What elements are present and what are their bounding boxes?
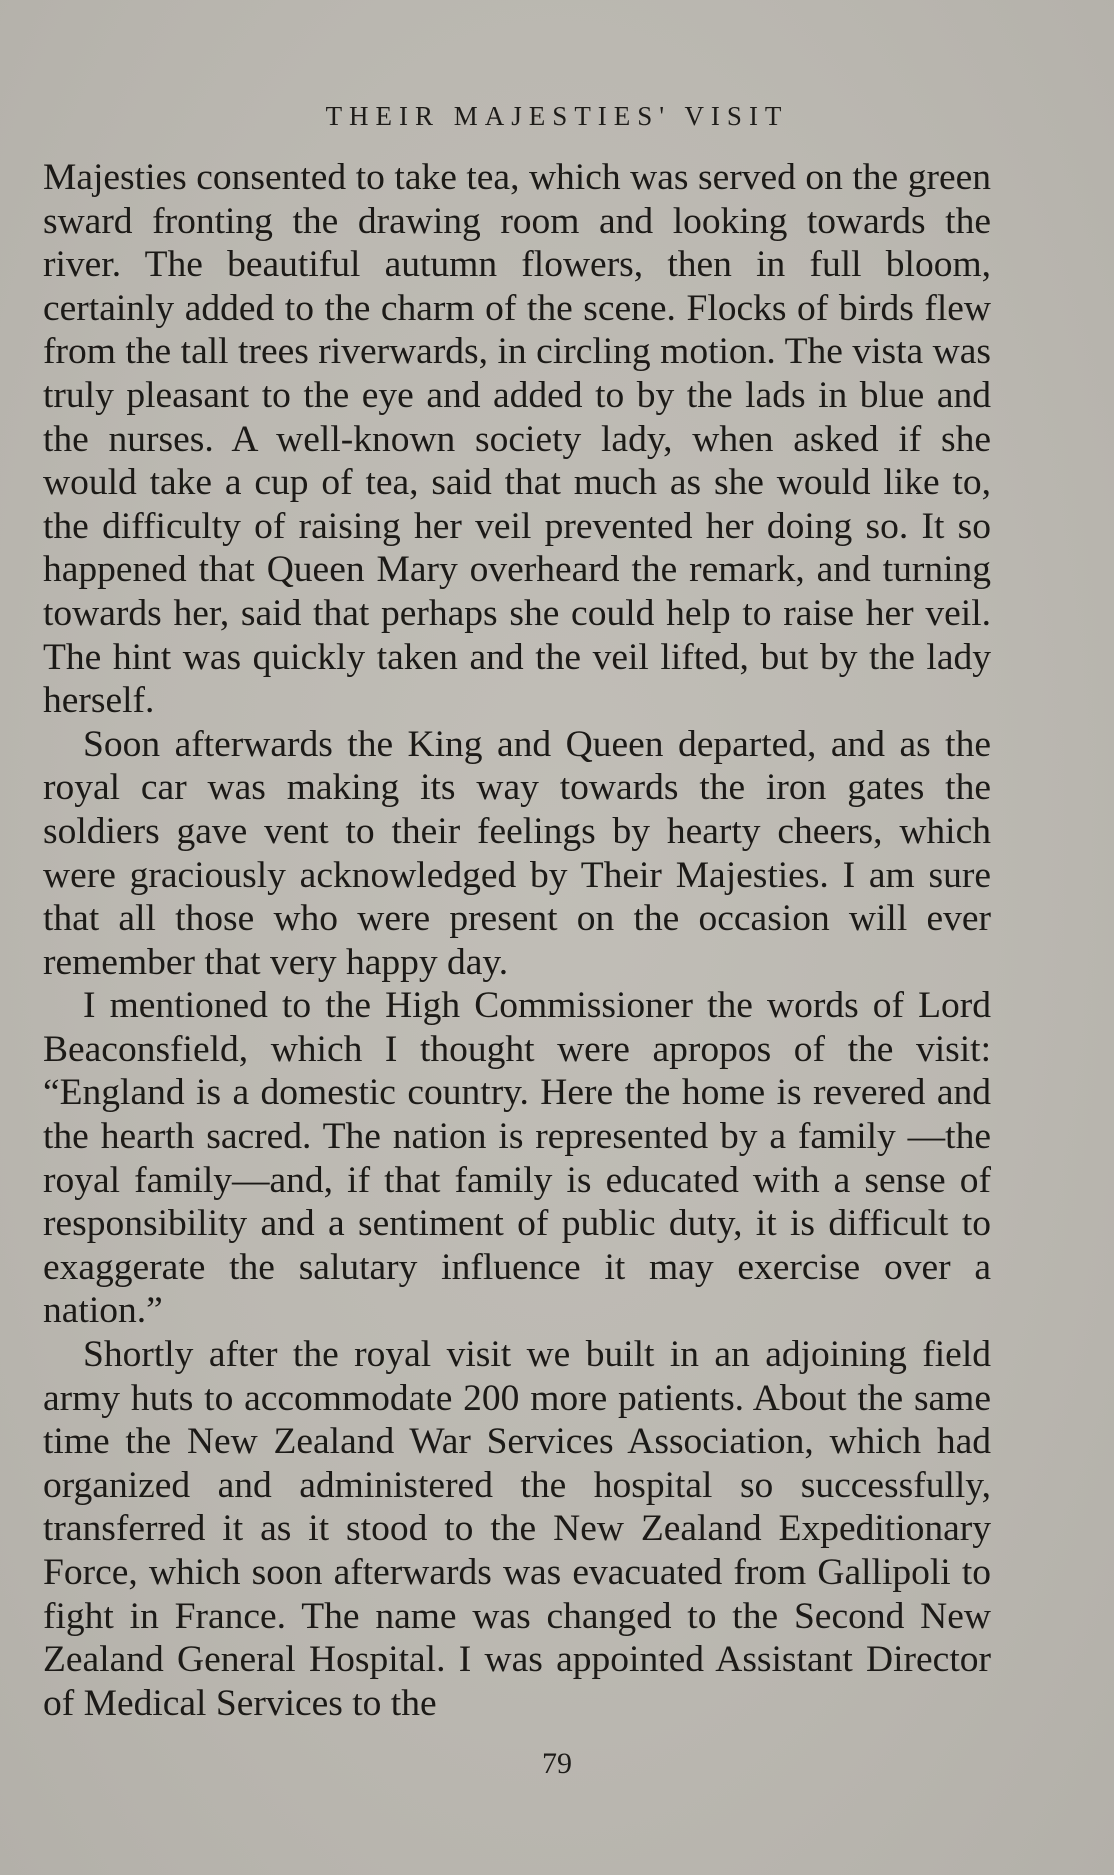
paragraph-army-huts: Shortly after the royal visit we built in an adjoining field army huts to accommodate 200 more patients. About the same time the New Zealand War Services Association, which had organized and administered the hospital so successfully, transferred it as it stood to the New Zealand Expeditionary Force, which soon afterwards was evacuated from Gallipoli to fight in France. The name was changed to the Second New Zealand General Hospital. I was appointed Assistant Director of Medical Services to the <box>43 1334 991 1724</box>
running-head: THEIR MAJESTIES' VISIT <box>325 101 789 131</box>
paragraph-royal-departure: Soon afterwards the King and Queen departed, and as the royal car was making its way towards the iron gates the soldiers gave vent to their feelings by hearty cheers, which were graciously acknowledged by Their Majesties. I am sure that all those who were present on the occasion will ever remember that very happy day. <box>43 723 991 983</box>
paragraph-continued: Majesties consented to take tea, which was served on the green sward fronting the drawing room and looking towards the river. The beautiful autumn flowers, then in full bloom, certainly added to the charm of the scene. Flocks of birds flew from the tall trees riverwards, in circling motion. The vista was truly pleasant to the eye and added to by the lads in blue and the nurses. A well-known society lady, when asked if she would take a cup of tea, said that much as she would like to, the difficulty of raising her veil prevented her doing so. It so happened that Queen Mary overheard the remark, and turning towards her, said that perhaps she could help to raise her veil. The hint was quickly taken and the veil lifted, but by the lady herself. <box>43 157 991 722</box>
page-number: 79 <box>542 1747 572 1780</box>
page-body <box>43 156 991 1725</box>
paragraph-beaconsfield-quote: I mentioned to the High Commissioner the words of Lord Beaconsfield, which I thought were apropos of the visit: “England is a domestic country. Here the home is revered and the hearth sacred. The nation is represented by a family —the royal family—and, if that family is educated with a sense of responsibility and a sentiment of public duty, it is difficult to exaggerate the salutary influence it may exercise over a nation.” <box>43 985 991 1332</box>
